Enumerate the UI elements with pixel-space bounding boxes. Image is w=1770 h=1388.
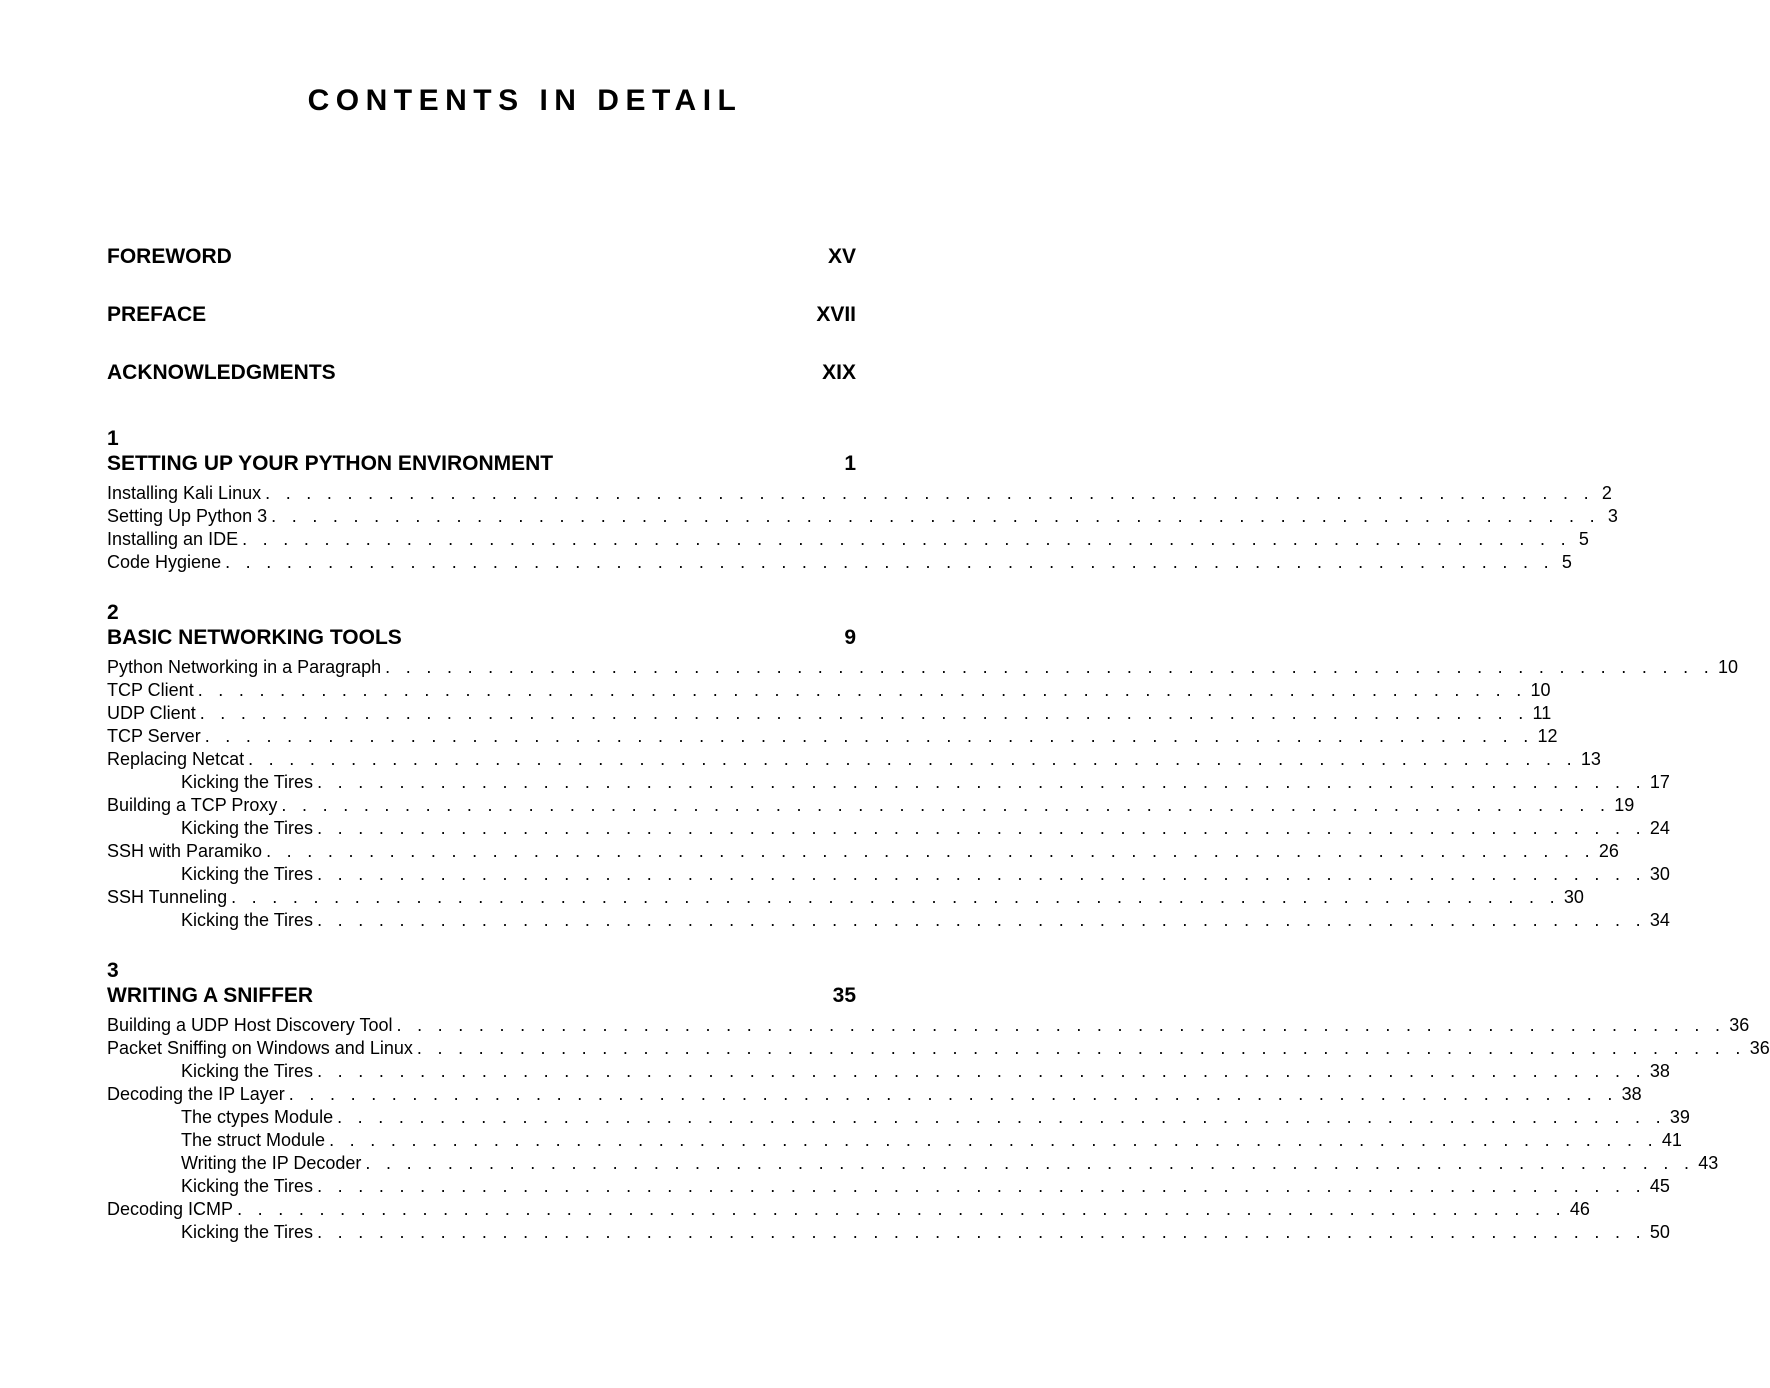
entry-label: Setting Up Python 3 (107, 506, 268, 526)
entry-label: The ctypes Module (181, 1107, 334, 1127)
toc-entry[interactable] (107, 1037, 1770, 1060)
dot-leader: . . . . . . . . . . . . . . . . . . . . . . . . . . . . . . . . . . . . . . . . . . . . . . . . . . . . . . . . . . . . . . . . . (199, 703, 1529, 723)
toc-subentry[interactable] (107, 1060, 1670, 1083)
entry-page: 50 (1649, 1222, 1670, 1242)
chapter-heading[interactable] (107, 451, 856, 476)
dot-leader: . . . . . . . . . . . . . . . . . . . . . . . . . . . . . . . . . . . . . . . . . . . . . . . . . . . . . . . . . . . . . . . . . (265, 483, 1594, 503)
front-matter-label: ACKNOWLEDGMENTS (107, 361, 336, 384)
front-matter-entry[interactable] (107, 298, 856, 356)
toc-subentry[interactable] (107, 1106, 1690, 1129)
toc-subentry[interactable] (107, 1175, 1670, 1198)
entry-page: 30 (1649, 864, 1670, 884)
dot-leader: . . . . . . . . . . . . . . . . . . . . . . . . . . . . . . . . . . . . . . . . . . . . . . . . . . . . . . . . . . . . . . . . . (317, 772, 1646, 792)
entry-page: 10 (1530, 680, 1551, 700)
entry-page: 17 (1649, 772, 1670, 792)
chapter-number: 2 (107, 601, 119, 624)
dot-leader: . . . . . . . . . . . . . . . . . . . . . . . . . . . . . . . . . . . . . . . . . . . . . . . . . . . . . . . . . . . . . . . . . (337, 1107, 1666, 1127)
dot-leader: . . . . . . . . . . . . . . . . . . . . . . . . . . . . . . . . . . . . . . . . . . . . . . . . . . . . . . . . . . . . . . . . . (317, 1176, 1646, 1196)
entry-label: Kicking the Tires (181, 1176, 314, 1196)
entry-label: Kicking the Tires (181, 818, 314, 838)
entry-page: 45 (1649, 1176, 1670, 1196)
dot-leader: . . . . . . . . . . . . . . . . . . . . . . . . . . . . . . . . . . . . . . . . . . . . . . . . . . . . . . . . . . . . . . . . . (317, 818, 1646, 838)
entry-page: 11 (1532, 703, 1552, 723)
toc-entry[interactable] (107, 679, 1551, 702)
toc-entry[interactable] (107, 482, 1612, 505)
entry-page: 24 (1649, 818, 1670, 838)
dot-leader: . . . . . . . . . . . . . . . . . . . . . . . . . . . . . . . . . . . . . . . . . . . . . . . . . . . . . . . . . . . . . . . . . (281, 795, 1611, 815)
dot-leader: . . . . . . . . . . . . . . . . . . . . . . . . . . . . . . . . . . . . . . . . . . . . . . . . . . . . . . . . . . . . . . . . . (225, 552, 1554, 572)
entry-label: Building a UDP Host Discovery Tool (107, 1015, 393, 1035)
dot-leader: . . . . . . . . . . . . . . . . . . . . . . . . . . . . . . . . . . . . . . . . . . . . . . . . . . . . . . . . . . . . . . . . . (365, 1153, 1695, 1173)
toc-entry[interactable] (107, 840, 1619, 863)
page-title: CONTENTS IN DETAIL (307, 84, 743, 117)
toc-entry[interactable] (107, 528, 1589, 551)
entry-page: 13 (1580, 749, 1601, 769)
entry-page: 36 (1749, 1038, 1770, 1058)
entry-label: SSH Tunneling (107, 887, 228, 907)
toc-entry[interactable] (107, 794, 1635, 817)
chapter-page: 1 (844, 452, 856, 475)
entry-page: 38 (1621, 1084, 1642, 1104)
entry-page: 43 (1698, 1153, 1719, 1173)
entry-page: 36 (1729, 1015, 1750, 1035)
chapter-title: SETTING UP YOUR PYTHON ENVIRONMENT (107, 452, 554, 475)
entry-label: Kicking the Tires (181, 1222, 314, 1242)
entry-label: Building a TCP Proxy (107, 795, 278, 815)
entry-label: UDP Client (107, 703, 196, 723)
chapter-page: 35 (832, 984, 856, 1007)
entry-label: Kicking the Tires (181, 1061, 314, 1081)
toc-subentry[interactable] (107, 909, 1670, 932)
toc-entry[interactable] (107, 1198, 1590, 1221)
dot-leader: . . . . . . . . . . . . . . . . . . . . . . . . . . . . . . . . . . . . . . . . . . . . . . . . . . . . . . . . . . . . . . . . . (416, 1038, 1746, 1058)
dot-leader: . . . . . . . . . . . . . . . . . . . . . . . . . . . . . . . . . . . . . . . . . . . . . . . . . . . . . . . . . . . . . . . . . (288, 1084, 1618, 1104)
entry-page: 30 (1563, 887, 1584, 907)
toc-entry[interactable] (107, 656, 1739, 679)
front-matter-entry[interactable] (107, 356, 856, 414)
chapter-title: WRITING A SNIFFER (107, 984, 314, 1007)
toc-entry[interactable] (107, 886, 1584, 909)
chapter-section (107, 426, 1618, 574)
dot-leader: . . . . . . . . . . . . . . . . . . . . . . . . . . . . . . . . . . . . . . . . . . . . . . . . . . . . . . . . . . . . . . . . . (197, 680, 1527, 700)
entry-label: SSH with Paramiko (107, 841, 263, 861)
toc-entry[interactable] (107, 702, 1552, 725)
entry-page: 5 (1578, 529, 1589, 549)
toc-entry[interactable] (107, 1014, 1750, 1037)
toc-entry[interactable] (107, 748, 1601, 771)
entry-label: Replacing Netcat (107, 749, 245, 769)
entry-page: 2 (1601, 483, 1612, 503)
chapter-number: 3 (107, 959, 119, 982)
entry-label: Python Networking in a Paragraph (107, 657, 382, 677)
chapter-heading[interactable] (107, 983, 856, 1008)
chapter-section (107, 958, 1770, 1244)
toc-entry[interactable] (107, 725, 1558, 748)
dot-leader: . . . . . . . . . . . . . . . . . . . . . . . . . . . . . . . . . . . . . . . . . . . . . . . . . . . . . . . . . . . . . . . . . (329, 1130, 1658, 1150)
entry-page: 19 (1614, 795, 1635, 815)
front-matter-label: FOREWORD (107, 245, 232, 268)
dot-leader: . . . . . . . . . . . . . . . . . . . . . . . . . . . . . . . . . . . . . . . . . . . . . . . . . . . . . . . . . . . . . . . . . (237, 1199, 1566, 1219)
toc-subentry[interactable] (107, 771, 1670, 794)
entry-label: Decoding the IP Layer (107, 1084, 285, 1104)
front-matter-entry[interactable] (107, 240, 856, 298)
toc (107, 240, 1770, 1244)
dot-leader: . . . . . . . . . . . . . . . . . . . . . . . . . . . . . . . . . . . . . . . . . . . . . . . . . . . . . . . . . . . . . . . . . (317, 910, 1646, 930)
chapter-heading[interactable] (107, 625, 856, 650)
toc-subentry[interactable] (107, 1129, 1682, 1152)
dot-leader: . . . . . . . . . . . . . . . . . . . . . . . . . . . . . . . . . . . . . . . . . . . . . . . . . . . . . . . . . . . . . . . . . (248, 749, 1577, 769)
toc-entry[interactable] (107, 551, 1572, 574)
entry-label: Writing the IP Decoder (181, 1153, 362, 1173)
dot-leader: . . . . . . . . . . . . . . . . . . . . . . . . . . . . . . . . . . . . . . . . . . . . . . . . . . . . . . . . . . . . . . . . . (317, 864, 1646, 884)
toc-subentry[interactable] (107, 1152, 1719, 1175)
entry-page: 10 (1718, 657, 1739, 677)
chapter-section (107, 600, 1739, 932)
entry-label: Code Hygiene (107, 552, 222, 572)
entry-label: The struct Module (181, 1130, 326, 1150)
entry-label: TCP Client (107, 680, 194, 700)
dot-leader: . . . . . . . . . . . . . . . . . . . . . . . . . . . . . . . . . . . . . . . . . . . . . . . . . . . . . . . . . . . . . . . . . (396, 1015, 1726, 1035)
entry-label: Kicking the Tires (181, 772, 314, 792)
toc-subentry[interactable] (107, 1221, 1670, 1244)
toc-subentry[interactable] (107, 863, 1670, 886)
dot-leader: . . . . . . . . . . . . . . . . . . . . . . . . . . . . . . . . . . . . . . . . . . . . . . . . . . . . . . . . . . . . . . . . . (231, 887, 1560, 907)
dot-leader: . . . . . . . . . . . . . . . . . . . . . . . . . . . . . . . . . . . . . . . . . . . . . . . . . . . . . . . . . . . . . . . . . (271, 506, 1600, 526)
dot-leader: . . . . . . . . . . . . . . . . . . . . . . . . . . . . . . . . . . . . . . . . . . . . . . . . . . . . . . . . . . . . . . . . . (317, 1061, 1646, 1081)
toc-entry[interactable] (107, 505, 1618, 528)
entry-page: 34 (1649, 910, 1670, 930)
entry-label: Installing Kali Linux (107, 483, 262, 503)
front-matter-page: XIX (822, 361, 856, 384)
front-matter (107, 240, 856, 414)
dot-leader: . . . . . . . . . . . . . . . . . . . . . . . . . . . . . . . . . . . . . . . . . . . . . . . . . . . . . . . . . . . . . . . . . (385, 657, 1714, 677)
front-matter-page: XVII (816, 303, 856, 326)
front-matter-page: XV (827, 245, 856, 268)
dot-leader: . . . . . . . . . . . . . . . . . . . . . . . . . . . . . . . . . . . . . . . . . . . . . . . . . . . . . . . . . . . . . . . . . (266, 841, 1595, 861)
entry-page: 41 (1661, 1130, 1682, 1150)
entry-page: 46 (1569, 1199, 1590, 1219)
entry-page: 26 (1598, 841, 1619, 861)
chapters (107, 426, 1770, 1244)
entry-label: Kicking the Tires (181, 910, 314, 930)
entry-label: Packet Sniffing on Windows and Linux (107, 1038, 413, 1058)
chapter-page: 9 (844, 626, 856, 649)
entry-label: Decoding ICMP (107, 1199, 234, 1219)
entry-label: Installing an IDE (107, 529, 239, 549)
toc-entry[interactable] (107, 1083, 1642, 1106)
chapter-number: 1 (107, 427, 119, 450)
dot-leader: . . . . . . . . . . . . . . . . . . . . . . . . . . . . . . . . . . . . . . . . . . . . . . . . . . . . . . . . . . . . . . . . . (204, 726, 1534, 746)
entry-page: 3 (1607, 506, 1618, 526)
dot-leader: . . . . . . . . . . . . . . . . . . . . . . . . . . . . . . . . . . . . . . . . . . . . . . . . . . . . . . . . . . . . . . . . . (317, 1222, 1646, 1242)
entry-page: 5 (1561, 552, 1572, 572)
toc-subentry[interactable] (107, 817, 1670, 840)
dot-leader: . . . . . . . . . . . . . . . . . . . . . . . . . . . . . . . . . . . . . . . . . . . . . . . . . . . . . . . . . . . . . . . . . (242, 529, 1571, 549)
entry-page: 38 (1649, 1061, 1670, 1081)
entry-page: 39 (1669, 1107, 1690, 1127)
entry-page: 12 (1537, 726, 1558, 746)
front-matter-label: PREFACE (107, 303, 207, 326)
entry-label: Kicking the Tires (181, 864, 314, 884)
chapter-title: BASIC NETWORKING TOOLS (107, 626, 402, 649)
entry-label: TCP Server (107, 726, 201, 746)
